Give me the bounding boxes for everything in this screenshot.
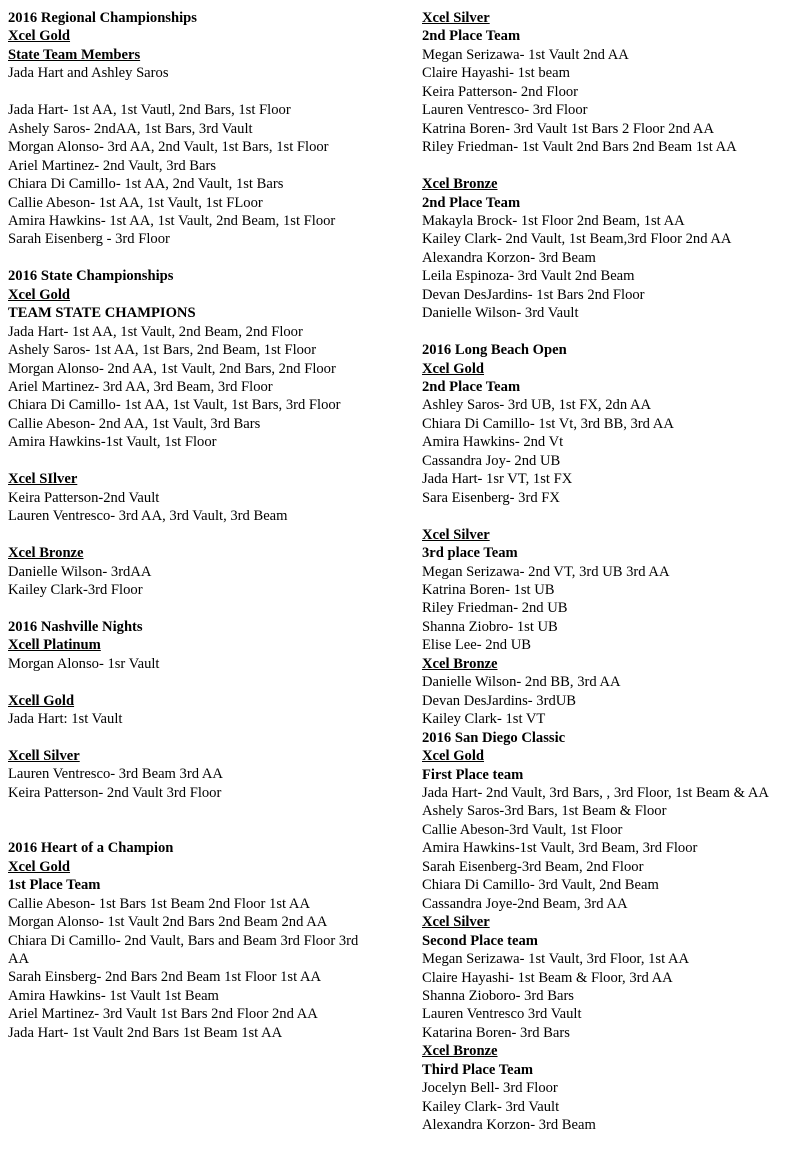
right-column <box>422 9 794 1135</box>
result-line: Ariel Martinez- 3rd Vault 1st Bars 2nd Floor 2nd AA <box>8 1006 318 1023</box>
result-line: Cassandra Joy- 2nd UB <box>422 452 561 469</box>
result-line: Jada Hart: 1st Vault <box>8 711 123 728</box>
level-heading: Xcell Silver <box>8 748 80 765</box>
level-heading: Xcell Gold <box>8 692 75 709</box>
result-line: Danielle Wilson- 3rdAA <box>8 563 152 580</box>
result-line: Chiara Di Camillo- 1st AA, 2nd Vault, 1st Bars <box>8 176 284 193</box>
result-line: Chiara Di Camillo- 1st AA, 1st Vault, 1st Bars, 3rd Floor <box>8 397 341 414</box>
result-line: Alexandra Korzon- 3rd Beam <box>422 249 596 266</box>
result-line: Megan Serizawa- 1st Vault 2nd AA <box>422 46 629 63</box>
team-title: 2nd Place Team <box>422 28 521 45</box>
result-line: Claire Hayashi- 1st Beam & Floor, 3rd AA <box>422 969 673 986</box>
result-line: Cassandra Joye-2nd Beam, 3rd AA <box>422 895 628 912</box>
result-line: Sara Eisenberg- 3rd FX <box>422 489 560 506</box>
level-heading: Xcell Platinum <box>8 637 101 654</box>
result-line: Amira Hawkins-1st Vault, 1st Floor <box>8 434 217 451</box>
result-line: Kailey Clark-3rd Floor <box>8 581 143 598</box>
result-line: Kailey Clark- 1st VT <box>422 711 546 728</box>
result-line: Katarina Boren- 3rd Bars <box>422 1024 570 1041</box>
meet-title: 2016 San Diego Classic <box>422 729 566 746</box>
meet-title: 2016 Long Beach Open <box>422 342 567 359</box>
result-line: Katrina Boren- 3rd Vault 1st Bars 2 Floor 2nd AA <box>422 120 714 137</box>
result-line: Claire Hayashi- 1st beam <box>422 65 570 82</box>
meet-title: 2016 Nashville Nights <box>8 618 143 635</box>
state-team-heading: State Team Members <box>8 46 141 63</box>
result-line: Callie Abeson- 1st Bars 1st Beam 2nd Floor 1st AA <box>8 895 311 912</box>
result-line: Ashley Saros- 3rd UB, 1st FX, 2dn AA <box>422 397 652 414</box>
result-line: Keira Patterson- 2nd Floor <box>422 83 579 100</box>
result-line: Jada Hart- 1st Vault 2nd Bars 1st Beam 1st AA <box>8 1024 283 1041</box>
result-line: Ashely Saros- 2ndAA, 1st Bars, 3rd Vault <box>8 120 253 137</box>
team-title: TEAM STATE CHAMPIONS <box>8 305 196 322</box>
meet-title: 2016 State Championships <box>8 268 174 285</box>
team-title: Second Place team <box>422 932 538 949</box>
meet-title: 2016 Heart of a Champion <box>8 840 174 857</box>
result-line: Amira Hawkins-1st Vault, 3rd Beam, 3rd Floor <box>422 840 698 857</box>
result-line: Shanna Zioboro- 3rd Bars <box>422 987 574 1004</box>
result-line: Ariel Martinez- 3rd AA, 3rd Beam, 3rd Floor <box>8 379 273 396</box>
result-line: Danielle Wilson- 2nd BB, 3rd AA <box>422 674 621 691</box>
result-line: Makayla Brock- 1st Floor 2nd Beam, 1st AA <box>422 212 685 229</box>
level-heading: Xcel Silver <box>422 526 490 543</box>
result-line: Sarah Eisenberg-3rd Beam, 2nd Floor <box>422 858 644 875</box>
result-line: Keira Patterson- 2nd Vault 3rd Floor <box>8 784 222 801</box>
result-line: Amira Hawkins- 2nd Vt <box>422 434 564 451</box>
level-heading: Xcel Silver <box>422 10 490 26</box>
result-line: Morgan Alonso- 1sr Vault <box>8 655 160 672</box>
result-line: Amira Hawkins- 1st AA, 1st Vault, 2nd Beam, 1st Floor <box>8 212 336 229</box>
team-title: 3rd place Team <box>422 545 518 562</box>
level-heading: Xcel Bronze <box>422 1043 498 1060</box>
result-line: Riley Friedman- 2nd UB <box>422 600 568 617</box>
result-line: Callie Abeson-3rd Vault, 1st Floor <box>422 821 623 838</box>
team-title: 1st Place Team <box>8 877 101 894</box>
result-line: Ariel Martinez- 2nd Vault, 3rd Bars <box>8 157 217 174</box>
level-heading: Xcel Gold <box>422 360 485 377</box>
result-line: Jada Hart- 1st AA, 1st Vautl, 2nd Bars, 1st Floor <box>8 102 291 119</box>
team-title: 2nd Place Team <box>422 379 521 396</box>
result-line: Katrina Boren- 1st UB <box>422 582 555 598</box>
result-line: Ashely Saros- 1st AA, 1st Bars, 2nd Beam, 1st Floor <box>8 342 317 359</box>
team-title: Third Place Team <box>422 1061 534 1078</box>
result-line: Sarah Einsberg- 2nd Bars 2nd Beam 1st Floor 1st AA <box>8 969 322 986</box>
result-line: Lauren Ventresco- 3rd AA, 3rd Vault, 3rd Beam <box>8 508 288 525</box>
result-line: Sarah Eisenberg - 3rd Floor <box>8 231 170 248</box>
level-heading: Xcel SIlver <box>8 471 78 488</box>
team-title: 2nd Place Team <box>422 194 521 211</box>
level-heading: Xcel Bronze <box>8 545 84 562</box>
result-line: Megan Serizawa- 2nd VT, 3rd UB 3rd AA <box>422 563 670 580</box>
level-heading: Xcel Bronze <box>422 655 498 672</box>
meet-title: 2016 Regional Championships <box>8 10 197 26</box>
result-line: Jada Hart- 1sr VT, 1st FX <box>422 471 573 488</box>
result-line: Kailey Clark- 2nd Vault, 1st Beam,3rd Floor 2nd AA <box>422 231 732 248</box>
result-line: Elise Lee- 2nd UB <box>422 637 532 654</box>
level-heading: Xcel Gold <box>422 748 485 765</box>
result-line: Jocelyn Bell- 3rd Floor <box>422 1080 558 1097</box>
result-line: Morgan Alonso- 3rd AA, 2nd Vault, 1st Bars, 1st Floor <box>8 139 329 156</box>
result-line: Kailey Clark- 3rd Vault <box>422 1098 560 1115</box>
result-line: Lauren Ventresco 3rd Vault <box>422 1006 582 1023</box>
result-line: Callie Abeson- 2nd AA, 1st Vault, 3rd Bars <box>8 415 261 432</box>
level-heading: Xcel Bronze <box>422 176 498 193</box>
level-heading: Xcel Silver <box>422 914 490 931</box>
result-line: Jada Hart- 2nd Vault, 3rd Bars, , 3rd Floor, 1st Beam & AA <box>422 784 769 801</box>
result-line: Devan DesJardins- 3rdUB <box>422 692 577 709</box>
result-line: Chiara Di Camillo- 2nd Vault, Bars and Beam 3rd Floor 3rd AA <box>8 932 359 967</box>
result-line: Morgan Alonso- 2nd AA, 1st Vault, 2nd Bars, 2nd Floor <box>8 360 336 377</box>
result-line: Chiara Di Camillo- 3rd Vault, 2nd Beam <box>422 877 659 894</box>
result-line: Danielle Wilson- 3rd Vault <box>422 305 579 322</box>
state-team-members: Jada Hart and Ashley Saros <box>8 65 169 82</box>
result-line: Amira Hawkins- 1st Vault 1st Beam <box>8 987 219 1004</box>
result-line: Shanna Ziobro- 1st UB <box>422 618 558 635</box>
result-line: Megan Serizawa- 1st Vault, 3rd Floor, 1st AA <box>422 951 690 968</box>
result-line: Riley Friedman- 1st Vault 2nd Bars 2nd Beam 1st AA <box>422 139 737 156</box>
team-title: First Place team <box>422 766 524 783</box>
result-line: Morgan Alonso- 1st Vault 2nd Bars 2nd Beam 2nd AA <box>8 914 328 931</box>
result-line: Lauren Ventresco- 3rd Floor <box>422 102 588 119</box>
level-heading: Xcel Gold <box>8 286 71 303</box>
result-line: Lauren Ventresco- 3rd Beam 3rd AA <box>8 766 223 783</box>
result-line: Callie Abeson- 1st AA, 1st Vault, 1st FLoor <box>8 194 263 211</box>
level-heading: Xcel Gold <box>8 858 71 875</box>
result-line: Alexandra Korzon- 3rd Beam <box>422 1117 596 1134</box>
result-line: Keira Patterson-2nd Vault <box>8 489 160 506</box>
left-column <box>8 9 363 1042</box>
result-line: Leila Espinoza- 3rd Vault 2nd Beam <box>422 268 635 285</box>
result-line: Ashely Saros-3rd Bars, 1st Beam & Floor <box>422 803 667 820</box>
result-line: Jada Hart- 1st AA, 1st Vault, 2nd Beam, 2nd Floor <box>8 323 303 340</box>
level-heading: Xcel Gold <box>8 28 71 45</box>
result-line: Devan DesJardins- 1st Bars 2nd Floor <box>422 286 645 303</box>
result-line: Chiara Di Camillo- 1st Vt, 3rd BB, 3rd AA <box>422 415 674 432</box>
